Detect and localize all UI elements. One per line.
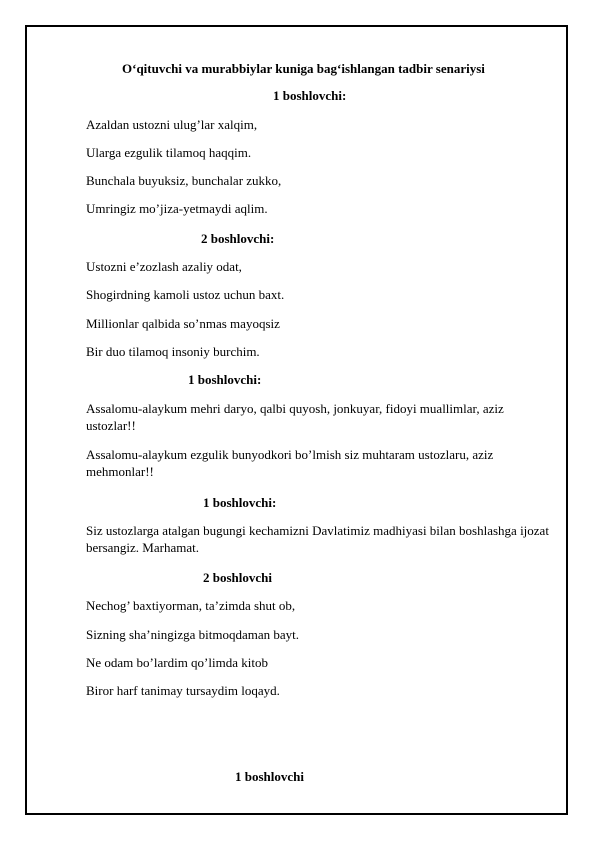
- verse-line: Biror harf tanimay tursaydim loqayd.: [86, 683, 280, 698]
- document-title: O‘qituvchi va murabbiylar kuniga bag‘ishlangan tadbir senariysi: [122, 61, 485, 76]
- verse-line: Sizning sha’ningizga bitmoqdaman bayt.: [86, 627, 300, 642]
- paragraph: Siz ustozlarga atalgan bugungi kechamizni Davlatimiz madhiyasi bilan boshlashga ijozat bersangiz. Marhamat.: [86, 523, 549, 555]
- verse-line: Azaldan ustozni ulug’lar xalqim,: [86, 117, 258, 132]
- verse-line: Ne odam bo’lardim qo’limda kitob: [86, 655, 268, 670]
- speaker-label: 2 boshlovchi: [203, 570, 272, 585]
- verse-line: Millionlar qalbida so’nmas mayoqsiz: [86, 316, 280, 331]
- speaker-label: 1 boshlovchi: [235, 769, 304, 784]
- verse-line: Ularga ezgulik tilamoq haqqim.: [86, 145, 252, 160]
- verse-line: Bir duo tilamoq insoniy burchim.: [86, 344, 260, 359]
- verse-line: Umringiz mo’jiza-yetmaydi aqlim.: [86, 201, 268, 216]
- paragraph: Assalomu-alaykum ezgulik bunyodkori bo’lmish siz muhtaram ustozlaru, aziz mehmonlar!!: [86, 447, 494, 479]
- verse-line: Nechog’ baxtiyorman, ta’zimda shut ob,: [86, 598, 296, 613]
- paragraph: Assalomu-alaykum mehri daryo, qalbi quyosh, jonkuyar, fidoyi muallimlar, aziz ustozlar!!: [86, 401, 504, 433]
- speaker-label: 1 boshlovchi:: [188, 372, 262, 387]
- speaker-label: 1 boshlovchi:: [273, 88, 347, 103]
- speaker-label: 1 boshlovchi:: [203, 495, 277, 510]
- verse-line: Bunchala buyuksiz, bunchalar zukko,: [86, 173, 282, 188]
- verse-line: Shogirdning kamoli ustoz uchun baxt.: [86, 287, 285, 302]
- verse-line: Ustozni e’zozlash azaliy odat,: [86, 259, 242, 274]
- speaker-label: 2 boshlovchi:: [201, 231, 275, 246]
